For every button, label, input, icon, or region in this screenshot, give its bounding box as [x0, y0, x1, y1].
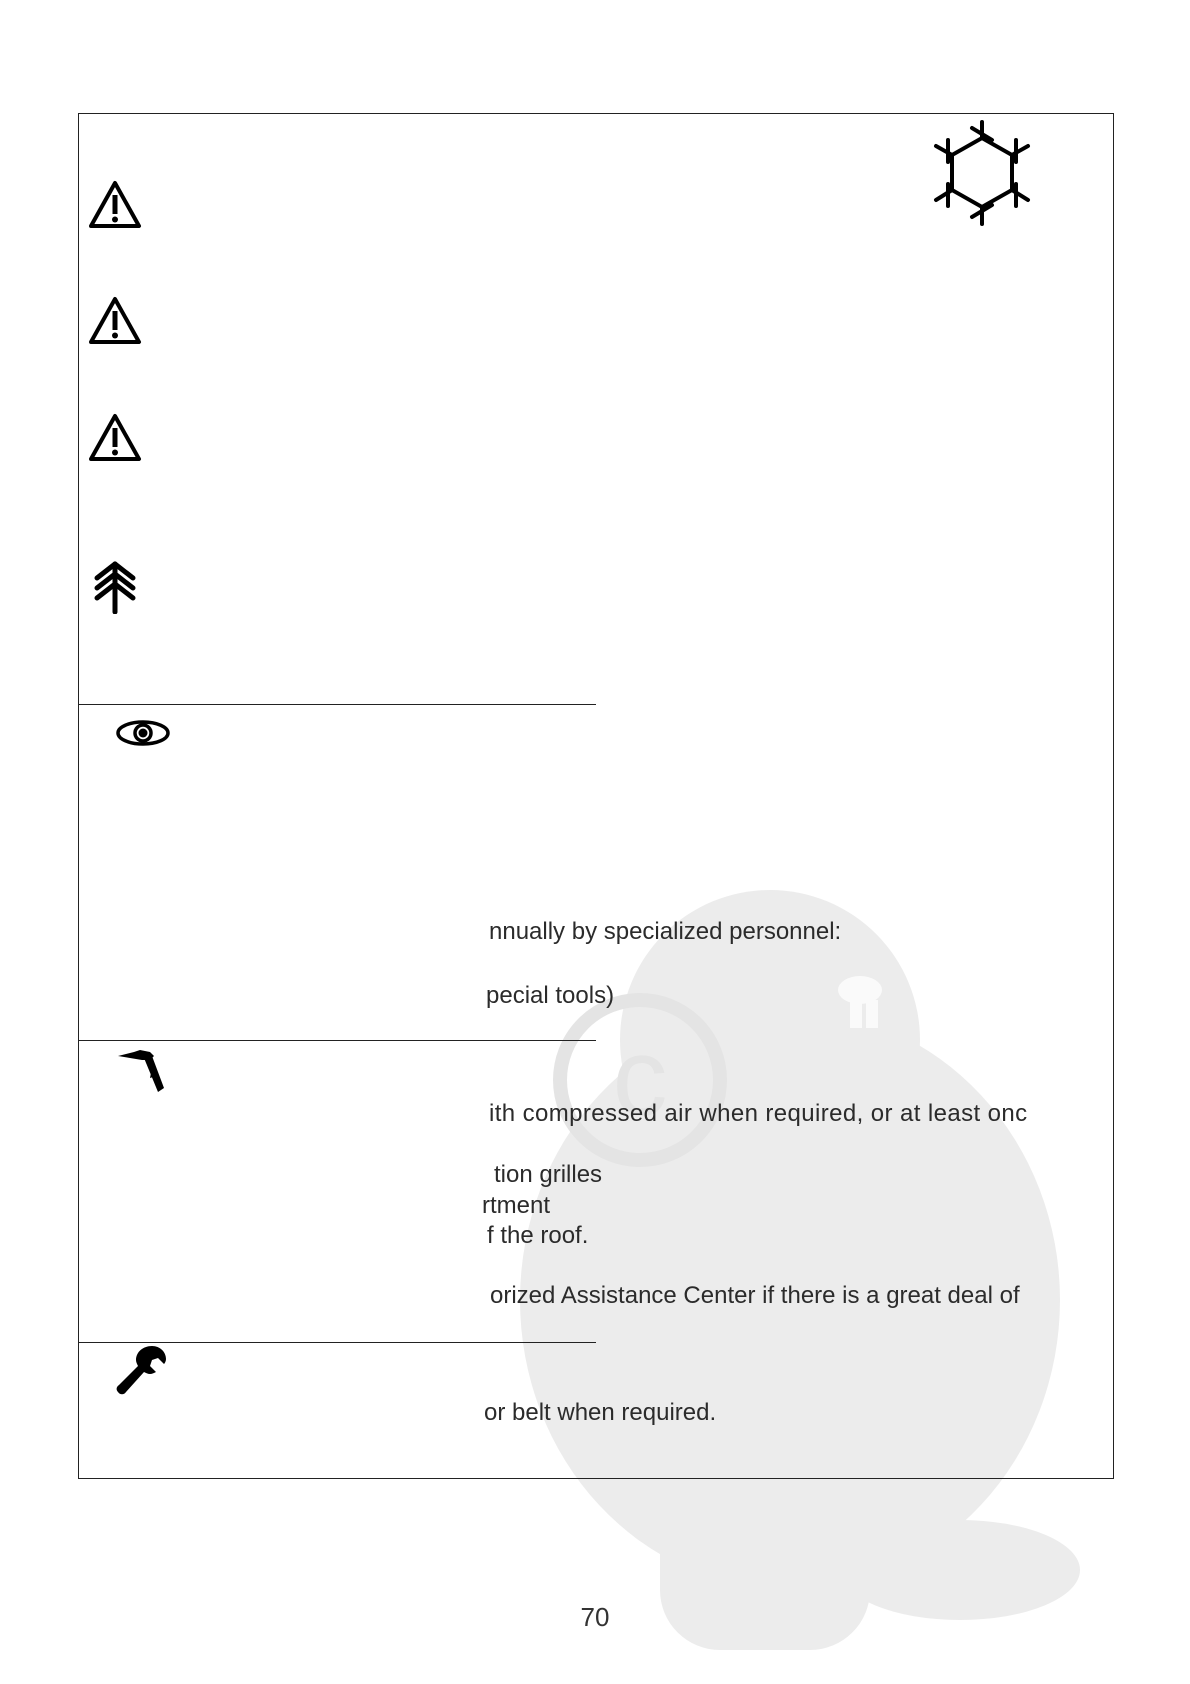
warning-icon: [88, 413, 142, 463]
cleaning-line-2: tion grilles: [494, 1161, 603, 1188]
svg-text:c: c: [612, 1016, 668, 1139]
page-number: 70: [580, 1602, 610, 1632]
warning-icon: [88, 180, 142, 230]
section-divider: [78, 1040, 596, 1041]
tree-icon: [92, 560, 138, 614]
cleaning-line-1: ith compressed air when required, or at least onc: [489, 1100, 1028, 1127]
air-gun-icon: [116, 1046, 172, 1096]
cleaning-line-5: orized Assistance Center if there is a great deal of: [490, 1282, 1020, 1309]
warning-icon: [88, 296, 142, 346]
maintenance-line-1: or belt when required.: [484, 1399, 717, 1426]
section-divider: [78, 1342, 596, 1343]
section-divider: [78, 704, 596, 705]
inspection-line-2: pecial tools): [486, 982, 615, 1009]
snowflake-icon: [932, 120, 1032, 226]
wrench-icon: [116, 1344, 170, 1400]
eye-icon: [115, 718, 171, 748]
content-frame: [78, 113, 1114, 1479]
cleaning-line-4: f the roof.: [487, 1222, 589, 1249]
cleaning-line-3: rtment: [482, 1192, 551, 1219]
inspection-line-1: nnually by specialized personnel:: [489, 918, 842, 945]
